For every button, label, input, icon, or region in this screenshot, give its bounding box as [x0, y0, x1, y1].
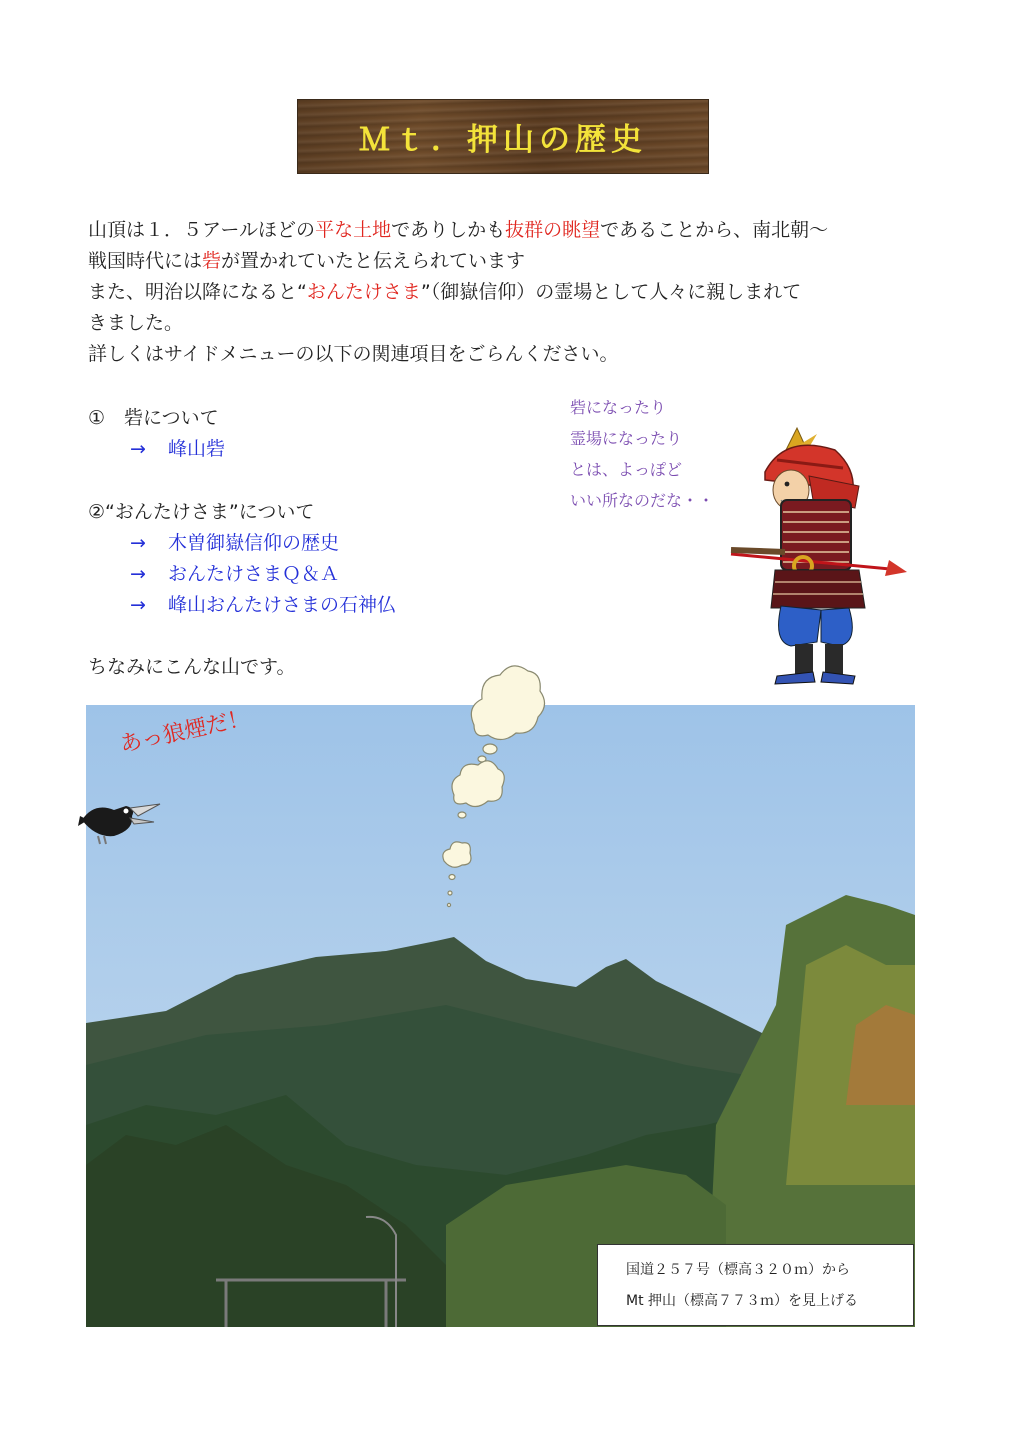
- intro-line-3: [88, 277, 801, 308]
- caption-line-1: 国道２５７号（標高３２０ｍ）から: [626, 1262, 850, 1278]
- text: 戦国時代には: [88, 250, 203, 272]
- link-ontake-qa[interactable]: おんたけさまＱ＆Ａ: [167, 563, 339, 585]
- speech-line: いい所なのだな・・: [570, 491, 715, 510]
- speech-line: 砦になったり: [570, 398, 667, 417]
- arrow-icon: →: [130, 438, 146, 460]
- link-row[interactable]: [130, 528, 339, 555]
- link-ontake-history[interactable]: 木曽御嶽信仰の歴史: [167, 532, 339, 554]
- photo-caption: [597, 1244, 914, 1326]
- samurai-illustration: [725, 420, 915, 690]
- intro-line-1: [88, 215, 828, 246]
- smoke-bubbles: [430, 655, 550, 925]
- link-row[interactable]: [130, 559, 339, 586]
- crow-illustration: [74, 796, 164, 850]
- speech-line: 霊場になったり: [570, 429, 683, 448]
- text: であることから、南北朝～: [600, 219, 829, 241]
- link-row[interactable]: [130, 590, 396, 617]
- highlight-flat-land: 平な土地: [315, 219, 392, 241]
- arrow-icon: →: [130, 594, 146, 616]
- intro-line-5: 詳しくはサイドメニューの以下の関連項目をごらんください。: [88, 343, 619, 365]
- section-ontake-heading: ②“おんたけさま”について: [88, 501, 315, 523]
- arrow-icon: →: [130, 563, 146, 585]
- outro-text: ちなみにこんな山です。: [88, 656, 296, 678]
- link-stone-buddhas[interactable]: 峰山おんたけさまの石神仏: [167, 594, 396, 616]
- text: また、明治以降になると“: [88, 281, 307, 303]
- section-fort-heading: ① 砦について: [88, 407, 219, 429]
- intro-line-4: きました。: [88, 312, 184, 334]
- highlight-view: 抜群の眺望: [505, 219, 601, 241]
- highlight-ontake: おんたけさま: [306, 281, 421, 303]
- speech-line: とは、よっぽど: [570, 460, 683, 479]
- caption-line-2: Mt 押山（標高７７３ｍ）を見上げる: [626, 1293, 859, 1309]
- text: でありしかも: [391, 219, 506, 241]
- text: 山頂は１．５アールほどの: [88, 219, 316, 241]
- highlight-fort: 砦: [202, 250, 222, 272]
- link-minesan-fort[interactable]: 峰山砦: [167, 438, 225, 460]
- text: が置かれていたと伝えられています: [221, 250, 526, 272]
- text: ”（御嶽信仰）の霊場として人々に親しまれて: [420, 281, 802, 303]
- samurai-speech: [570, 392, 714, 516]
- page-title: Ｍｔ．押山の歴史: [359, 122, 647, 158]
- page-title-banner: [297, 99, 709, 174]
- crow-speech: あっ狼煙だ！: [117, 705, 252, 758]
- arrow-icon: →: [130, 532, 146, 554]
- link-row[interactable]: [130, 434, 225, 461]
- intro-line-2: [88, 246, 525, 277]
